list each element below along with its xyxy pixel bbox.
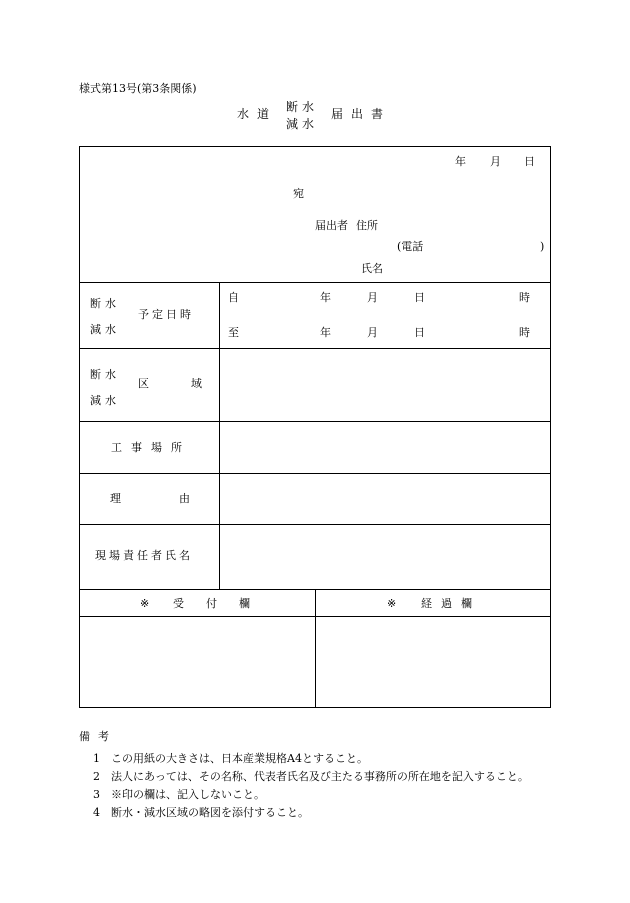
schedule-to-year: 年	[320, 326, 331, 339]
note-text: この用紙の大きさは、日本産業規格A4とすること。	[111, 752, 368, 765]
note-number: 2	[93, 770, 100, 783]
form-table	[79, 146, 551, 708]
schedule-label: 予定日時	[138, 308, 194, 321]
notes-heading: 備考	[79, 730, 117, 743]
rule-top-section	[80, 282, 550, 283]
schedule-stack	[90, 291, 120, 343]
rule-bottom-split	[315, 589, 316, 707]
note-text: 断水・減水区域の略図を添付すること。	[111, 806, 309, 819]
note-text: 法人にあっては、その名称、代表者氏名及び主たる事務所の所在地を記入すること。	[111, 770, 529, 783]
date-month: 月	[490, 155, 501, 168]
submitter-label: 届出者	[315, 219, 348, 232]
rule-area	[80, 421, 550, 422]
schedule-from-month: 月	[367, 291, 378, 304]
schedule-to-month: 月	[367, 326, 378, 339]
rule-construction	[80, 473, 550, 474]
date-year: 年	[455, 155, 466, 168]
address-label: 住所	[356, 219, 378, 232]
schedule-to-label: 至	[228, 326, 239, 339]
area-stack-cutoff: 断水	[90, 368, 120, 381]
note-item	[93, 789, 265, 800]
note-number: 4	[93, 806, 100, 819]
reception-mark: ※	[140, 597, 150, 610]
reason-label-1: 理	[110, 492, 121, 505]
rule-label-column	[219, 282, 220, 589]
note-item	[93, 807, 309, 818]
title-water-supply: 水道	[237, 107, 278, 121]
note-number: 1	[93, 752, 100, 765]
schedule-to-day: 日	[414, 326, 425, 339]
reception-label: 受付欄	[173, 597, 272, 610]
supervisor-label: 現場責任者氏名	[95, 549, 193, 562]
area-stack	[90, 362, 120, 414]
name-label: 氏名	[361, 262, 383, 275]
phone-close: )	[540, 240, 545, 253]
note-item	[93, 771, 529, 782]
schedule-from-year: 年	[320, 291, 331, 304]
schedule-stack-cutoff: 断水	[90, 297, 120, 310]
title-notification: 届出書	[331, 107, 392, 121]
area-label-2: 域	[191, 377, 202, 390]
schedule-to-hour: 時	[519, 326, 530, 339]
progress-mark: ※	[387, 597, 397, 610]
construction-site-label: 工事場所	[111, 441, 191, 454]
rule-schedule	[80, 348, 550, 349]
title-stack-reduction: 減水	[286, 117, 319, 131]
area-stack-reduction: 減水	[90, 394, 120, 407]
schedule-from-hour: 時	[519, 291, 530, 304]
progress-label: 経過欄	[421, 597, 481, 610]
note-text: ※印の欄は、記入しないこと。	[111, 788, 265, 801]
schedule-from-label: 自	[228, 291, 239, 304]
form-number: 様式第13号(第3条関係)	[79, 82, 197, 95]
phone-open: (電話	[397, 240, 424, 253]
rule-reason	[80, 524, 550, 525]
reason-label-2: 由	[179, 492, 190, 505]
note-number: 3	[93, 788, 100, 801]
area-label-1: 区	[138, 377, 149, 390]
title-stack-cutoff: 断水	[286, 100, 319, 114]
title-stack	[286, 99, 318, 133]
schedule-stack-reduction: 減水	[90, 323, 120, 336]
note-item	[93, 753, 368, 764]
date-day: 日	[524, 155, 535, 168]
addressee: 宛	[293, 187, 304, 200]
schedule-from-day: 日	[414, 291, 425, 304]
